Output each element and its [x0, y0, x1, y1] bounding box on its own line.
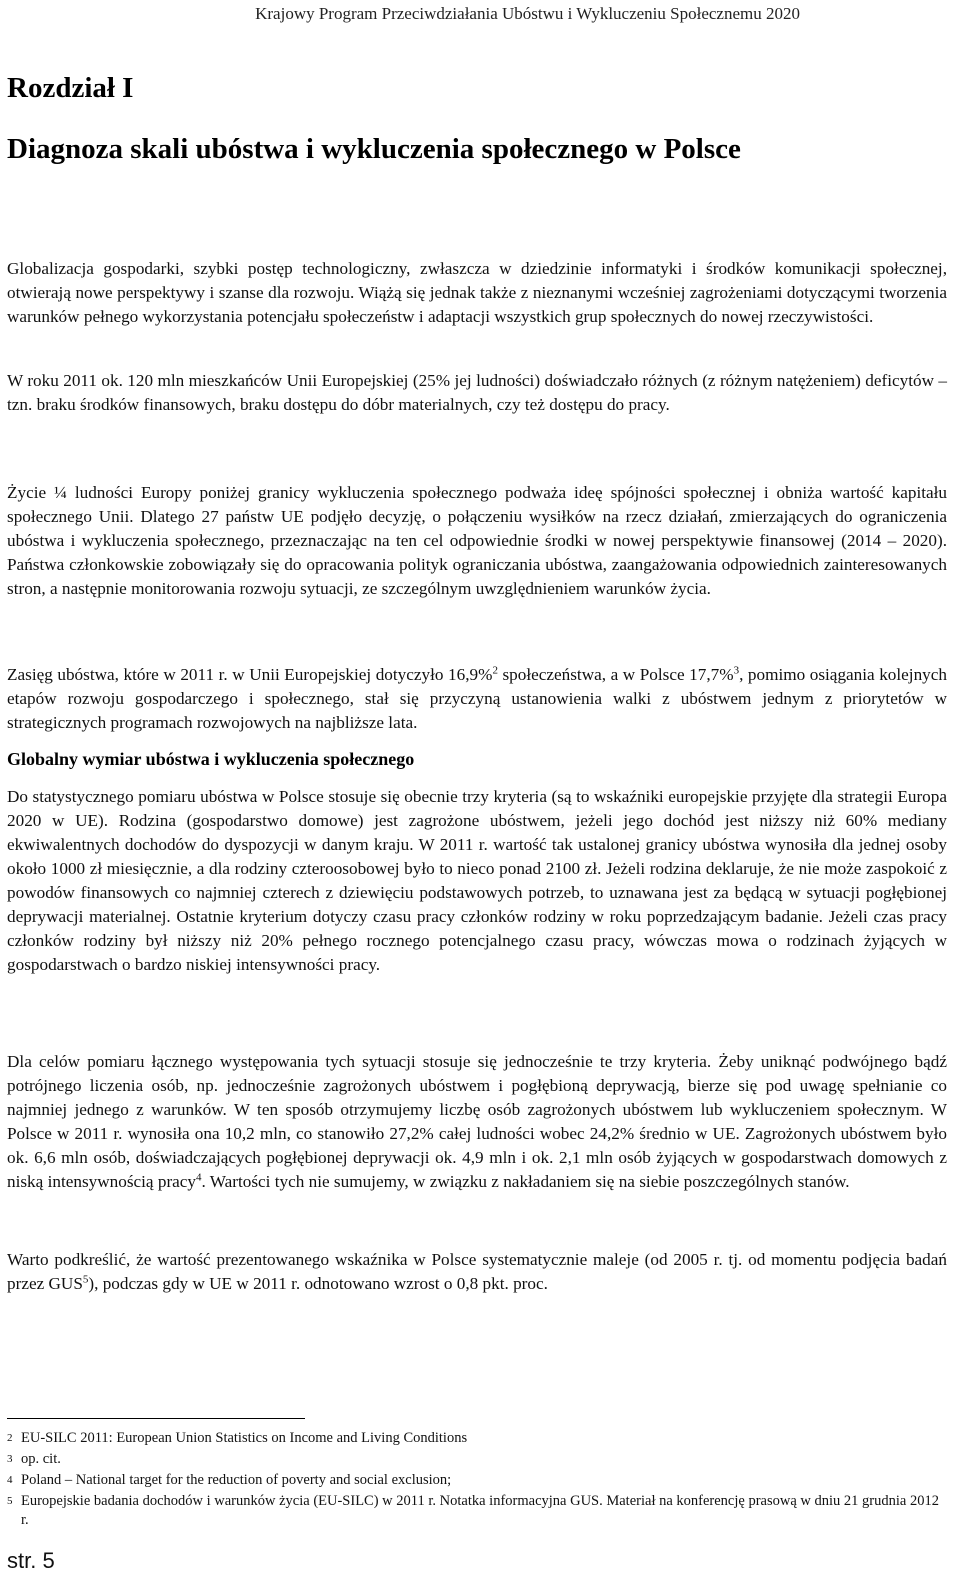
paragraph-combined-measurement-text-1: Dla celów pomiaru łącznego występowania tych sytuacji stosuje się jednocześnie te trzy kryteria. Żeby uniknąć podwójnego bądź potrójnego liczenia osób, np. jednocześnie zagrożonych ubóstwem i pogłębioną deprywacją, bierze się pod uwagę spełnianie co najmniej jednego z warunków. W ten sposób otrzymujemy liczbę osób zagrożonych ubóstwem lub wykluczeniem społecznym. W Polsce w 2011 r. wynosiła ona 10,2 mln, co stanowiło 27,2% całej ludności wobec 24,2% średnio w UE. Zagrożonych ubóstwem było ok. 6,6 mln osób, doświadczających pogłębionej deprywacji ok. 4,9 mln i ok. 2,1 mln osób żyjących w gospodarstwach domowych z niską intensywnością pracy	[7, 1052, 947, 1191]
footnote-ref-3[interactable]: 3	[733, 664, 740, 677]
footnote-3	[7, 1450, 952, 1469]
footnote-text: Europejskie badania dochodów i warunków życia (EU-SILC) w 2011 r. Notatka informacyjna GUS. Materiał na konferencję prasową w dniu 21 grudnia 2012 r.	[21, 1493, 939, 1528]
footnote-4	[7, 1471, 952, 1490]
footnote-text: EU-SILC 2011: European Union Statistics on Income and Living Conditions	[21, 1430, 468, 1446]
paragraph-poverty-range	[7, 663, 947, 735]
footnote-number: 5	[7, 1495, 13, 1507]
chapter-title: Diagnoza skali ubóstwa i wykluczenia społecznego w Polsce	[7, 133, 741, 165]
footnote-number: 4	[7, 1474, 13, 1486]
footnote-5	[7, 1492, 952, 1530]
footnote-number: 2	[7, 1432, 13, 1444]
footnote-text: Poland – National target for the reduction of poverty and social exclusion;	[21, 1472, 452, 1488]
footnote-ref-4[interactable]: 4	[196, 1171, 202, 1184]
footnote-divider	[7, 1418, 305, 1419]
paragraph-measurement-criteria: Do statystycznego pomiaru ubóstwa w Polsce stosuje się obecnie trzy kryteria (są to wskaźniki europejskie przyjęte dla strategii Europa 2020 w UE). Rodzina (gospodarstwo domowe) jest zagrożone ubóstwem, jeżeli jego dochód jest niższy niż 60% mediany ekwiwalentnych dochodów do dyspozycji w danym kraju. W 2011 r. wartość tak ustalonej granicy ubóstwa wynosiła dla jednej osoby około 1000 zł miesięcznie, a dla rodziny czteroosobowej było to nieco ponad 2100 zł. Jeżeli rodzina deklaruje, że nie może zaspokoić z powodów finansowych co najmniej czterech z dziewięciu podstawowych potrzeb, to uznawana jest za będącą w sytuacji pogłębionej deprywacji materialnej. Ostatnie kryterium dotyczy czasu pracy członków rodziny w roku poprzedzającym badanie. Jeżeli czas pracy członków rodziny był niższy niż 20% pełnego rocznego potencjalnego czasu pracy, wówczas mowa o rodzinach żyjących w gospodarstwach o bardzo niskiej intensywności pracy.	[7, 787, 947, 974]
paragraph-quarter-population: Życie ¼ ludności Europy poniżej granicy wykluczenia społecznego podważa ideę spójności społecznej i obniża wartość kapitału społecznego Unii. Dlatego 27 państw UE podjęło decyzję, o połączeniu wysiłków na rzecz działań, zmierzających do ograniczenia ubóstwa i wykluczenia społecznego, przeznaczając na ten cel odpowiednie środki w nowej perspektywie finansowej (2014 – 2020). Państwa członkowskie zobowiązały się do opracowania polityk ograniczania ubóstwa, zaangażowania odpowiednich zainteresowanych stron, a następnie monitorowania rozwoju sytuacji, ze szczególnym uwzględnieniem warunków życia.	[7, 483, 947, 598]
section-heading-global-dimension: Globalny wymiar ubóstwa i wykluczenia społecznego	[7, 749, 415, 769]
footnote-ref-5[interactable]: 5	[82, 1273, 89, 1286]
paragraph-poverty-range-text-1: Zasięg ubóstwa, które w 2011 r. w Unii Europejskiej dotyczyło 16,9%	[7, 665, 493, 684]
page-number: str. 5	[7, 1548, 55, 1573]
paragraph-globalization: Globalizacja gospodarki, szybki postęp technologiczny, zwłaszcza w dziedzinie informatyki i środków komunikacji społecznej, otwierają nowe perspektywy i szanse dla rozwoju. Wiążą się jednak także z nieznanymi wcześniej zagrożeniami dotyczącymi tworzenia warunków pełnego wykorzystania potencjału społeczeństw i adaptacji wszystkich grup społecznych do nowej rzeczywistości.	[7, 259, 947, 326]
paragraph-indicator-trend	[7, 1248, 947, 1296]
paragraph-combined-measurement	[7, 1050, 947, 1194]
running-header: Krajowy Program Przeciwdziałania Ubóstwu i Wykluczeniu Społecznemu 2020	[255, 4, 800, 23]
footnote-number: 3	[7, 1453, 13, 1465]
paragraph-indicator-trend-text-1: Warto podkreślić, że wartość prezentowanego wskaźnika w Polsce systematycznie maleje (od 2005 r. tj. od momentu podjęcia badań przez GUS	[7, 1250, 947, 1293]
paragraph-poverty-range-text-3: , pomimo osiągania kolejnych etapów rozwoju gospodarczego i społecznego, stał się przyczyną ustanowienia walki z ubóstwem jednym z priorytetów w strategicznych programach rozwojowych na najbliższe lata.	[7, 665, 947, 732]
footnote-text: op. cit.	[21, 1451, 61, 1467]
paragraph-indicator-trend-text-2: ), podczas gdy w UE w 2011 r. odnotowano wzrost o 0,8 pkt. proc.	[88, 1274, 548, 1293]
paragraph-combined-measurement-text-2: . Wartości tych nie sumujemy, w związku z nakładaniem się na siebie poszczególnych stanów.	[201, 1172, 850, 1191]
chapter-label: Rozdział I	[7, 72, 134, 104]
paragraph-poverty-range-text-2: społeczeństwa, a w Polsce 17,7%	[497, 665, 734, 684]
footnote-ref-2[interactable]: 2	[492, 664, 498, 677]
paragraph-eu-2011: W roku 2011 ok. 120 mln mieszkańców Unii Europejskiej (25% jej ludności) doświadczało różnych (z różnym natężeniem) deficytów – tzn. braku środków finansowych, braku dostępu do dóbr materialnych, czy też dostępu do pracy.	[7, 371, 947, 414]
footnote-2	[7, 1429, 952, 1448]
